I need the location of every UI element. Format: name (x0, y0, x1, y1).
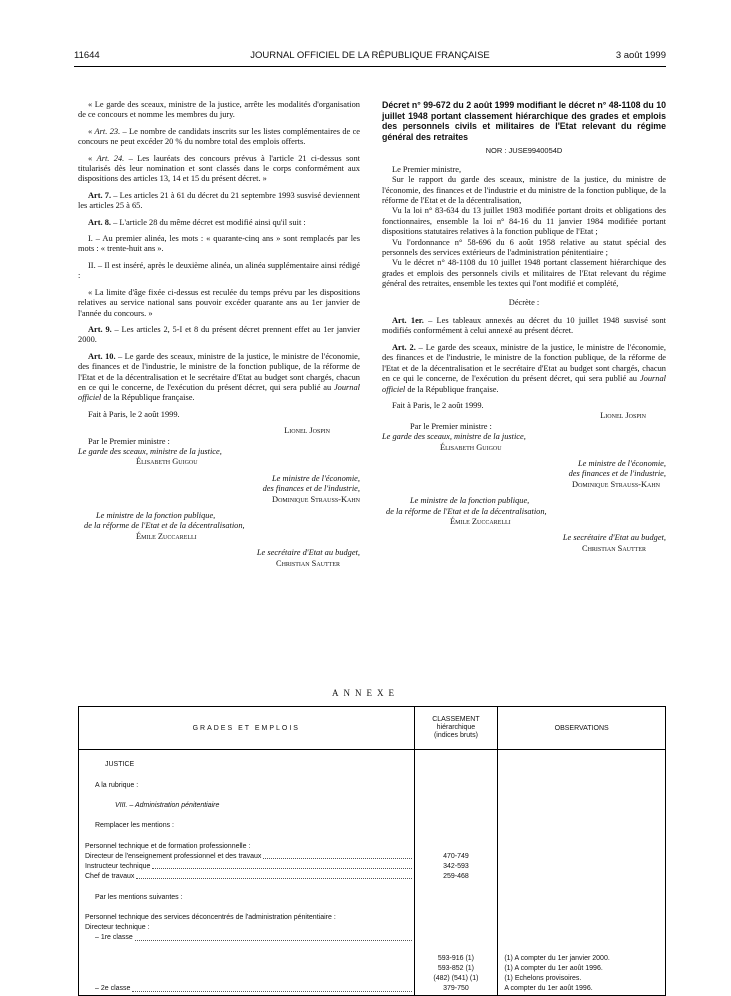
article-7: Art. 7. – Les articles 21 à 61 du décret du 21 septembre 1993 susvisé deviennent les articles 25 à 65. (78, 190, 360, 211)
table-row-grade (85, 832, 414, 842)
by-pm: Par le Premier ministre : (410, 421, 492, 431)
table-row-grade: VIII. – Administration pénitentiaire (115, 801, 220, 809)
table-row-observation: (1) A compter du 1er août 1996. (504, 964, 603, 972)
table-row-classement (415, 933, 498, 943)
done-at: Fait à Paris, le 2 août 1999. (392, 400, 484, 410)
table-row-observation (504, 791, 665, 801)
article-10: Art. 10. – Le garde des sceaux, ministre de la justice, le ministre de l'économie, des finances et de l'industrie, le ministre de la fonction publique, de la réforme de l'Etat et de la décentralisation et le secrétaire d'Etat au budget sont chargés, chacun en ce qui le concerne, de l'exécution du présent décret, qui sera publié au Journal officiel de la République française. (78, 351, 360, 403)
table-row-observation (504, 852, 665, 862)
signatory-name: Christian Sautter (582, 543, 646, 553)
table-row-grade (85, 882, 414, 892)
table-row-observation (504, 913, 665, 923)
signatory-name: Christian Sautter (276, 558, 340, 568)
table-row-observation (504, 882, 665, 892)
table-row-classement: 259-468 (443, 873, 469, 881)
table-row-observation (504, 933, 665, 943)
signatory-name: Émile Zuccarelli (136, 531, 197, 541)
signatory-title: Le ministre de l'économie, (577, 458, 666, 468)
page-number: 11644 (74, 50, 100, 61)
left-column (78, 100, 360, 569)
signatory-name: Émile Zuccarelli (450, 516, 511, 526)
table-row-grade: Directeur de l'enseignement professionnel et des travaux (85, 852, 414, 862)
article-9: Art. 9. – Les articles 2, 5-I et 8 du présent décret prennent effet au 1er janvier 2000. (78, 324, 360, 345)
table-row-classement (415, 832, 498, 842)
table-row-observation (504, 893, 665, 903)
table-row-observation: (1) Echelons provisoires. (504, 975, 582, 983)
table-row-observation (504, 842, 665, 852)
signatory-name: Élisabeth Guigou (440, 442, 502, 452)
header-rule (74, 66, 666, 67)
table-row-grade: Remplacer les mentions : (95, 822, 174, 830)
paragraph: Vu le décret n° 48-1108 du 10 juillet 1948 portant classement hiérarchique des grades et emplois des personnels civils et militaires de l'Etat relevant du régime général des retraites, ensemble les textes qui l'ont modifié et complété, (382, 258, 666, 289)
decree-title: Décret n° 99-672 du 2 août 1999 modifiant le décret n° 48-1108 du 10 juillet 1948 portant classement hiérarchique des grades et emplois des personnels civils et militaires de l'Etat relevant du régime général des retraites (382, 100, 666, 142)
signatory-name: Dominique Strauss-Kahn (272, 494, 360, 504)
signatory-title: Le ministre de la fonction publique, (410, 496, 530, 506)
table-row-observation (504, 781, 665, 791)
classement-column (414, 750, 498, 996)
table-row-classement: 379-750 (443, 985, 469, 993)
paragraph: Vu l'ordonnance n° 58-696 du 6 août 1958 relative au statut spécial des personnels des services extérieurs de l'administration pénitentiaire ; (382, 237, 666, 258)
signatory-title: Le garde des sceaux, ministre de la justice, (382, 432, 526, 442)
table-row-observation (504, 811, 665, 821)
col-header-observations: OBSERVATIONS (498, 707, 666, 750)
table-row-grade (85, 974, 414, 984)
annexe-table (78, 706, 666, 996)
paragraph: Vu la loi n° 83-634 du 13 juillet 1983 modifiée portant droits et obligations des fonctionnaires, ensemble la loi n° 84-16 du 11 janvier 1984 modifiée portant dispositions statutaires relatives à la fonction publique de l'Etat ; (382, 206, 666, 237)
table-row-classement (415, 944, 498, 954)
signatory-title: de la réforme de l'Etat et de la décentralisation, (84, 521, 245, 531)
issue-date: 3 août 1999 (615, 50, 666, 61)
table-row-grade: Personnel technique et de formation professionnelle : (85, 842, 251, 850)
table-row-observation (504, 750, 665, 760)
table-row-grade (85, 770, 414, 780)
signatory-title: Le ministre de la fonction publique, (96, 511, 216, 520)
signature-pm: Lionel Jospin (284, 426, 330, 436)
table-row-classement (415, 750, 498, 760)
table-row-grade: – 2e classe (85, 984, 414, 994)
table-row-observation (504, 903, 665, 913)
table-row-observation: A compter du 1er août 1996. (504, 985, 593, 993)
table-row-grade (85, 791, 414, 801)
signatory-title: de la réforme de l'Etat et de la décentralisation, (386, 506, 547, 516)
table-row-observation (504, 923, 665, 933)
table-row-grade: Personnel technique des services déconcentrés de l'administration pénitentiaire : (85, 914, 336, 921)
table-row-observation (504, 801, 665, 811)
paragraph: Sur le rapport du garde des sceaux, ministre de la justice, du ministre de l'économie, des finances et de l'industrie et du ministre de la fonction publique, de la réforme de l'Etat et de la décentralisation, (382, 175, 666, 205)
paragraph: « Le garde des sceaux, ministre de la justice, arrête les modalités d'organisation de ce concours et nomme les membres du jury. (78, 100, 360, 120)
col-header-grades: GRADES ET EMPLOIS (79, 707, 415, 750)
table-row-classement (415, 791, 498, 801)
table-row-observation (504, 770, 665, 780)
signatory-title: Le ministre de l'économie, (271, 473, 360, 483)
table-row-grade (85, 903, 414, 913)
table-row-grade: Par les mentions suivantes : (95, 893, 183, 901)
table-row-classement (415, 811, 498, 821)
table-row-observation (504, 760, 665, 770)
table-row-observation (504, 872, 665, 882)
table-row-observation: (1) A compter du 1er janvier 2000. (504, 954, 610, 962)
table-row-grade (85, 964, 414, 974)
table-row-classement (415, 770, 498, 780)
table-row-classement (415, 842, 498, 852)
table-row-grade (85, 954, 414, 964)
nor-reference: NOR : JUSE9940054D (485, 146, 563, 156)
signatory-title: des finances et de l'industrie, (262, 484, 360, 494)
table-row-classement (415, 801, 498, 811)
table-row-grade (85, 811, 414, 821)
table-row-grade: Chef de travaux (85, 872, 414, 882)
paragraph: « Art. 24. – Les lauréats des concours prévus à l'article 21 ci-dessus sont titularisés dès leur nomination et sont classés dans le corps conformément aux dispositions des articles 13, 14 et 15 du présent décret. » (78, 153, 361, 184)
table-row-classement: 342-593 (443, 863, 469, 871)
table-row-grade: A la rubrique : (95, 781, 139, 789)
table-row-classement (415, 903, 498, 913)
table-row-grade: Instructeur technique (85, 862, 414, 872)
table-row-classement: (482) (541) (1) (433, 975, 479, 983)
table-row-classement (415, 882, 498, 892)
col-header-classement: CLASSEMENT hiérarchique (indices bruts) (414, 707, 498, 750)
signatory-title: des finances et de l'industrie, (568, 469, 666, 479)
article-8: Art. 8. – L'article 28 du même décret est modifié ainsi qu'il suit : (88, 217, 306, 227)
article-2: Art. 2. – Le garde des sceaux, ministre de la justice, le ministre de l'économie, des finances et de l'industrie, le ministre de la fonction publique, de la réforme de l'Etat et de la décentralisation et le secrétaire d'Etat au budget sont chargés, chacun en ce qui le concerne, de l'exécution du présent décret, qui sera publié au Journal officiel de la République française. (382, 342, 666, 394)
right-column (382, 100, 666, 554)
table-row-observation (504, 821, 665, 831)
signatory-title: Le secrétaire d'Etat au budget, (256, 548, 360, 558)
table-row-classement (415, 760, 498, 770)
table-row-classement (415, 893, 498, 903)
table-row-classement (415, 913, 498, 923)
grades-column (79, 750, 415, 996)
done-at: Fait à Paris, le 2 août 1999. (88, 409, 180, 419)
table-row-classement (415, 821, 498, 831)
observations-column (498, 750, 666, 996)
table-row-grade: Directeur technique : (85, 924, 150, 932)
annexe-title: ANNEXE (332, 688, 399, 698)
signatory-title: Le secrétaire d'Etat au budget, (562, 533, 666, 543)
table-row-classement (415, 781, 498, 791)
table-row-observation (504, 862, 665, 872)
signatory-name: Dominique Strauss-Kahn (572, 479, 660, 489)
table-row-classement: 593-852 (1) (437, 964, 475, 972)
table-row-grade: JUSTICE (105, 761, 135, 769)
paragraph: II. – Il est inséré, après le deuxième alinéa, un alinéa supplémentaire ainsi rédigé : (78, 260, 360, 281)
table-row-observation (504, 832, 665, 842)
paragraph: « La limite d'âge fixée ci-dessus est reculée du temps prévu par les dispositions relatives au service national sans pouvoir excéder quarante ans au 1er janvier de l'année du concours. » (78, 287, 360, 318)
table-row-classement: 470-749 (443, 852, 469, 860)
signature-pm: Lionel Jospin (600, 411, 646, 421)
table-row-classement: 593-916 (1) (437, 954, 475, 962)
article-1: Art. 1er. – Les tableaux annexés au décret du 10 juillet 1948 susvisé sont modifiés conformément à celui annexé au présent décret. (382, 316, 666, 336)
by-pm: Par le Premier ministre : (88, 436, 170, 446)
table-row-observation (504, 944, 665, 954)
table-row-grade (85, 944, 414, 954)
signatory-name: Élisabeth Guigou (136, 457, 198, 467)
table-row-grade (85, 750, 414, 760)
paragraph: « Art. 23. – Le nombre de candidats inscrits sur les listes complémentaires de ce concours ne peut excéder 20 % du nombre total des emplois offerts. (78, 126, 361, 147)
decrete: Décrète : (508, 297, 540, 307)
table-row-classement (415, 923, 498, 933)
paragraph: I. – Au premier alinéa, les mots : « quarante-cinq ans » sont remplacés par les mots : « trente-huit ans ». (78, 234, 360, 254)
table-row-grade: – 1re classe (85, 933, 414, 943)
page-header (74, 50, 666, 64)
paragraph: Le Premier ministre, (392, 164, 462, 174)
journal-title: JOURNAL OFFICIEL DE LA RÉPUBLIQUE FRANÇAISE (250, 50, 490, 61)
signatory-title: Le garde des sceaux, ministre de la justice, (78, 446, 222, 456)
